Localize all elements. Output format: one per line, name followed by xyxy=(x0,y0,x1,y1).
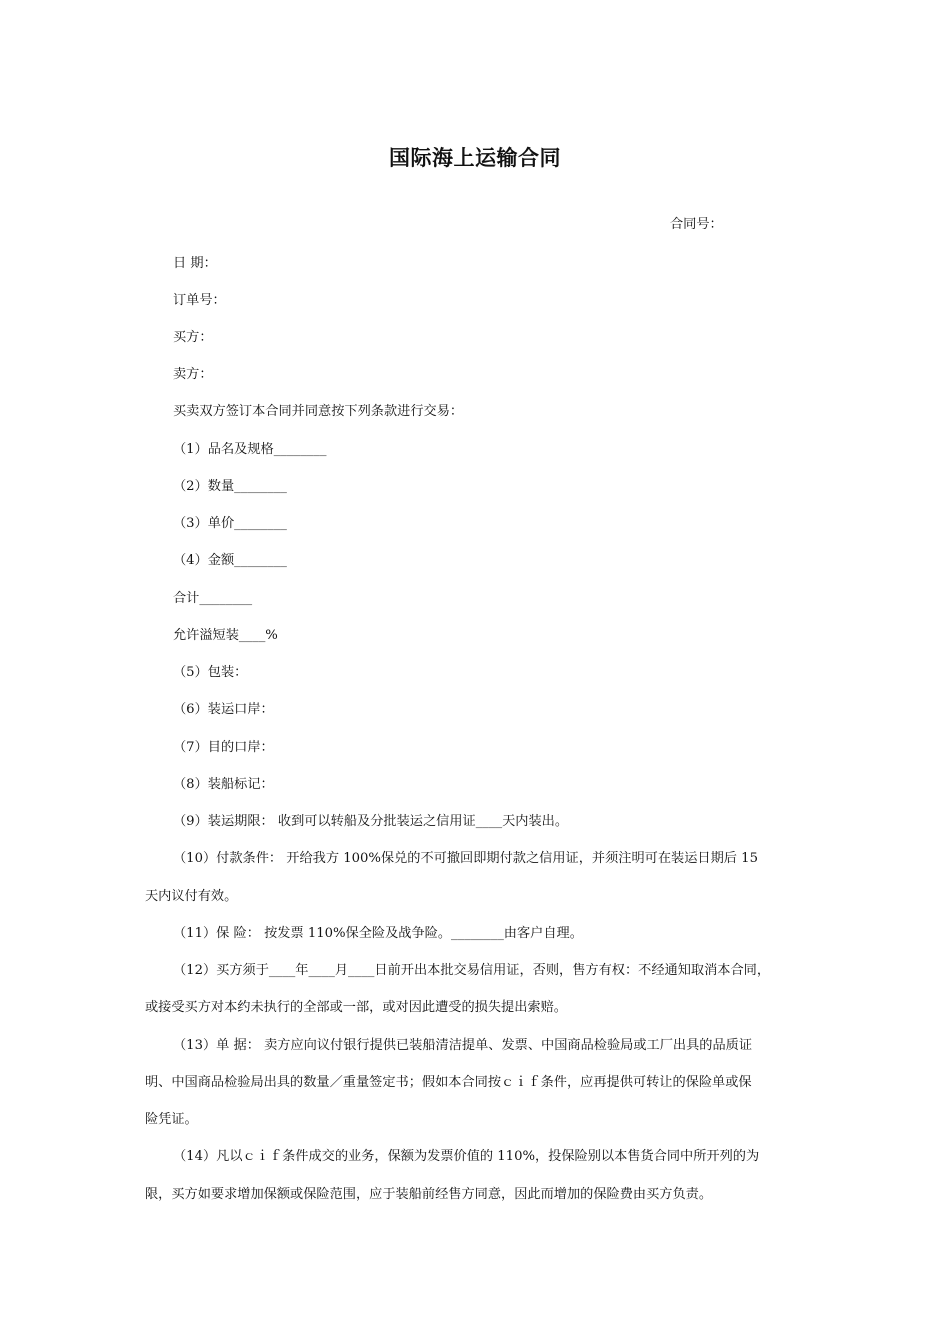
item-loading-port: （6）装运口岸： xyxy=(173,702,274,717)
item-destination-port: （7）目的口岸： xyxy=(173,740,274,755)
item-unit-price: （3）单价________ xyxy=(173,516,287,531)
clause-payment-line-1: （10）付款条件： 开给我方 100%保兑的不可撤回即期付款之信用证，并须注明可在装运日期后 15 xyxy=(173,851,758,866)
clause-insurance: （11）保 险： 按发票 110%保全险及战争险。________由客户自理。 xyxy=(173,926,583,941)
order-number-field: 订单号： xyxy=(173,293,226,308)
clause-documents-line-1: （13）单 据： 卖方应向议付银行提供已装船清洁提单、发票、中国商品检验局或工厂出具的品质证 xyxy=(173,1038,753,1053)
item-shipping-marks: （8）装船标记： xyxy=(173,777,274,792)
item-total: 合计________ xyxy=(173,591,253,606)
intro-paragraph: 买卖双方签订本合同并同意按下列条款进行交易： xyxy=(173,404,464,419)
item-amount: （4）金额________ xyxy=(173,553,287,568)
item-packing: （5）包装： xyxy=(173,665,248,680)
clause-documents-line-3: 险凭证。 xyxy=(145,1112,198,1127)
seller-field: 卖方： xyxy=(173,367,213,382)
clause-letter-of-credit-line-1: （12）买方须于____年____月____日前开出本批交易信用证，否则，售方有权：不经通知取消本合同， xyxy=(173,963,771,978)
item-product-spec: （1）品名及规格________ xyxy=(173,442,327,457)
buyer-field: 买方： xyxy=(173,330,213,345)
document-title: 国际海上运输合同 xyxy=(389,146,561,170)
contract-number-label: 合同号： xyxy=(670,217,723,232)
clause-letter-of-credit-line-2: 或接受买方对本约未执行的全部或一部，或对因此遭受的损失提出索赔。 xyxy=(145,1000,567,1015)
item-quantity: （2）数量________ xyxy=(173,479,287,494)
clause-documents-line-2: 明、中国商品检验局出具的数量／重量签定书；假如本合同按ｃｉｆ条件，应再提供可转让的保险单或保 xyxy=(145,1075,752,1090)
clause-cif-insurance-line-1: （14）凡以ｃｉｆ条件成交的业务，保额为发票价值的 110%，投保险别以本售货合同中所开列的为 xyxy=(173,1149,760,1164)
item-shipment-period: （9）装运期限： 收到可以转船及分批装运之信用证____天内装出。 xyxy=(173,814,569,829)
clause-cif-insurance-line-2: 限，买方如要求增加保额或保险范围，应于装船前经售方同意，因此而增加的保险费由买方负责。 xyxy=(145,1187,713,1202)
clause-payment-line-2: 天内议付有效。 xyxy=(145,889,238,904)
date-field: 日 期： xyxy=(173,256,217,271)
item-tolerance: 允许溢短装____% xyxy=(173,628,278,643)
